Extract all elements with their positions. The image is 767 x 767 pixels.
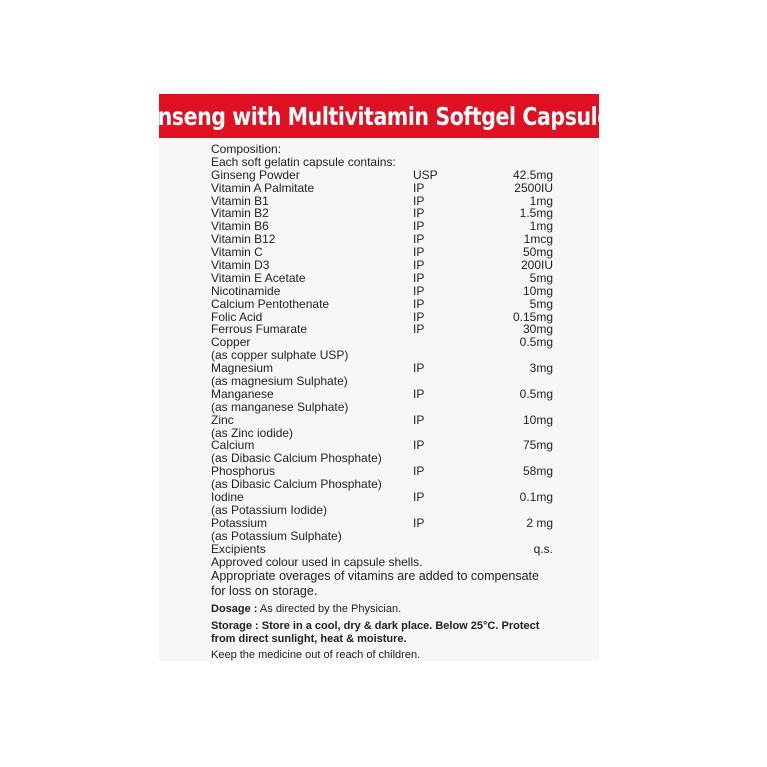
ingredient-standard: IP bbox=[413, 412, 425, 427]
colour-note: Approved colour used in capsule shells. bbox=[211, 554, 423, 569]
ingredient-name: Vitamin A Palmitate bbox=[211, 180, 315, 195]
mineral-group bbox=[211, 465, 591, 491]
ingredient-standard: IP bbox=[413, 309, 425, 324]
ingredient-qty: 1mg bbox=[529, 193, 553, 208]
ingredient-name: Vitamin C bbox=[211, 245, 263, 260]
mineral-source: (as Potassium Iodide) bbox=[211, 502, 328, 517]
ingredient-standard: IP bbox=[413, 283, 425, 298]
ingredient-name: Nicotinamide bbox=[211, 283, 281, 298]
ingredient-standard: IP bbox=[413, 245, 425, 260]
ingredient-row bbox=[211, 491, 591, 504]
ingredient-name: Excipients bbox=[211, 541, 266, 556]
ingredient-qty: 0.5mg bbox=[519, 335, 553, 350]
ingredient-qty: 5mg bbox=[529, 296, 553, 311]
ingredient-row bbox=[211, 259, 591, 272]
mineral-group bbox=[211, 414, 591, 440]
ingredient-row bbox=[211, 465, 591, 478]
ingredient-row bbox=[211, 517, 591, 530]
mineral-source: (as magnesium Sulphate) bbox=[211, 374, 348, 389]
composition-section bbox=[211, 143, 591, 662]
ingredient-qty: 0.5mg bbox=[519, 386, 553, 401]
ingredient-qty: 42.5mg bbox=[512, 167, 553, 182]
ingredient-qty: 2500IU bbox=[514, 180, 553, 195]
ingredient-standard: IP bbox=[413, 515, 425, 530]
ingredient-standard: IP bbox=[413, 193, 425, 208]
ingredient-name: Vitamin D3 bbox=[211, 258, 270, 273]
ingredient-row bbox=[211, 169, 591, 182]
ingredient-qty: 58mg bbox=[522, 464, 553, 479]
ingredient-row bbox=[211, 298, 591, 311]
ingredient-standard: IP bbox=[413, 361, 425, 376]
capsule-contains-label: Each soft gelatin capsule contains: bbox=[211, 154, 396, 169]
mineral-group bbox=[211, 491, 591, 517]
mineral-group bbox=[211, 517, 591, 543]
composition-label: Composition: bbox=[211, 142, 282, 156]
ingredient-name: Ferrous Fumarate bbox=[211, 322, 308, 337]
ingredient-name: Iodine bbox=[211, 490, 244, 505]
ingredient-row bbox=[211, 285, 591, 298]
ingredient-qty: 75mg bbox=[522, 438, 553, 453]
ingredient-name: Vitamin B1 bbox=[211, 193, 269, 208]
ingredient-name: Vitamin B12 bbox=[211, 232, 276, 247]
ingredient-standard: IP bbox=[413, 464, 425, 479]
mineral-group bbox=[211, 336, 591, 362]
ingredient-row bbox=[211, 272, 591, 285]
ingredient-qty: 1mg bbox=[529, 219, 553, 234]
ingredient-standard: IP bbox=[413, 386, 425, 401]
dosage-line bbox=[211, 602, 591, 616]
ingredient-row bbox=[211, 388, 591, 401]
mineral-group bbox=[211, 362, 591, 388]
ingredient-standard: IP bbox=[413, 206, 425, 221]
ingredient-name: Copper bbox=[211, 335, 251, 350]
ingredient-standard: IP bbox=[413, 322, 425, 337]
product-title: Ginseng with Multivitamin Softgel Capsules bbox=[135, 101, 624, 131]
mineral-group bbox=[211, 439, 591, 465]
ingredient-qty: 0.1mg bbox=[519, 490, 553, 505]
ingredient-name: Folic Acid bbox=[211, 309, 263, 324]
keep-out-of-reach: Keep the medicine out of reach of children. bbox=[211, 649, 421, 662]
ingredient-qty: 50mg bbox=[522, 245, 553, 260]
ingredient-name: Calcium Pentothenate bbox=[211, 296, 330, 311]
ingredient-qty: 0.15mg bbox=[512, 309, 553, 324]
ingredient-row bbox=[211, 182, 591, 195]
mineral-source: (as Dibasic Calcium Phosphate) bbox=[211, 477, 382, 492]
ingredient-name: Vitamin E Acetate bbox=[211, 270, 306, 285]
dosage-text: As directed by the Physician. bbox=[259, 603, 402, 616]
ingredient-name: Ginseng Powder bbox=[211, 167, 300, 182]
ingredient-qty: 200IU bbox=[520, 258, 553, 273]
ingredient-qty: 3mg bbox=[529, 361, 553, 376]
ingredient-name: Zinc bbox=[211, 412, 234, 427]
ingredient-name: Manganese bbox=[211, 386, 274, 401]
ingredient-qty: 1.5mg bbox=[519, 206, 553, 221]
ingredient-list bbox=[211, 169, 591, 337]
ingredient-standard: IP bbox=[413, 180, 425, 195]
ingredient-standard: IP bbox=[413, 296, 425, 311]
ingredient-standard: IP bbox=[413, 258, 425, 273]
ingredient-standard: USP bbox=[413, 167, 438, 182]
mineral-source: (as manganese Sulphate) bbox=[211, 399, 349, 414]
ingredient-standard: IP bbox=[413, 490, 425, 505]
ingredient-row bbox=[211, 439, 591, 452]
ingredient-qty: 10mg bbox=[522, 283, 553, 298]
storage-text: Storage : Store in a cool, dry & dark place. Below 25°C. Protect from direct sunlight, heat & moisture. bbox=[211, 620, 540, 645]
ingredient-standard: IP bbox=[413, 438, 425, 453]
dosage-label: Dosage : bbox=[211, 603, 258, 616]
mineral-source: (as copper sulphate USP) bbox=[211, 348, 349, 363]
ingredient-name: Vitamin B2 bbox=[211, 206, 269, 221]
ingredient-name: Potassium bbox=[211, 515, 268, 530]
ingredient-standard: IP bbox=[413, 270, 425, 285]
ingredient-qty: 10mg bbox=[522, 412, 553, 427]
title-banner bbox=[135, 94, 624, 138]
ingredient-qty: 1mcg bbox=[523, 232, 553, 247]
ingredient-name: Vitamin B6 bbox=[211, 219, 269, 234]
mineral-group bbox=[211, 388, 591, 414]
ingredient-row bbox=[211, 362, 591, 375]
ingredient-name: Magnesium bbox=[211, 361, 274, 376]
mineral-list bbox=[211, 336, 591, 542]
ingredient-qty: 5mg bbox=[529, 270, 553, 285]
ingredient-row bbox=[211, 414, 591, 427]
overages-note: Appropriate overages of vitamins are added to compensate for loss on storage. bbox=[211, 569, 539, 599]
ingredient-qty: q.s. bbox=[533, 541, 553, 556]
ingredient-qty: 2 mg bbox=[526, 515, 553, 530]
ingredient-name: Phosphorus bbox=[211, 464, 276, 479]
ingredient-standard: IP bbox=[413, 232, 425, 247]
mineral-source: (as Zinc iodide) bbox=[211, 425, 294, 440]
excipients-row bbox=[211, 543, 591, 556]
ingredient-standard: IP bbox=[413, 219, 425, 234]
mineral-source: (as Dibasic Calcium Phosphate) bbox=[211, 451, 382, 466]
ingredient-qty: 30mg bbox=[522, 322, 553, 337]
ingredient-name: Calcium bbox=[211, 438, 255, 453]
mineral-source: (as Potassium Sulphate) bbox=[211, 528, 342, 543]
ingredient-row bbox=[211, 336, 591, 349]
